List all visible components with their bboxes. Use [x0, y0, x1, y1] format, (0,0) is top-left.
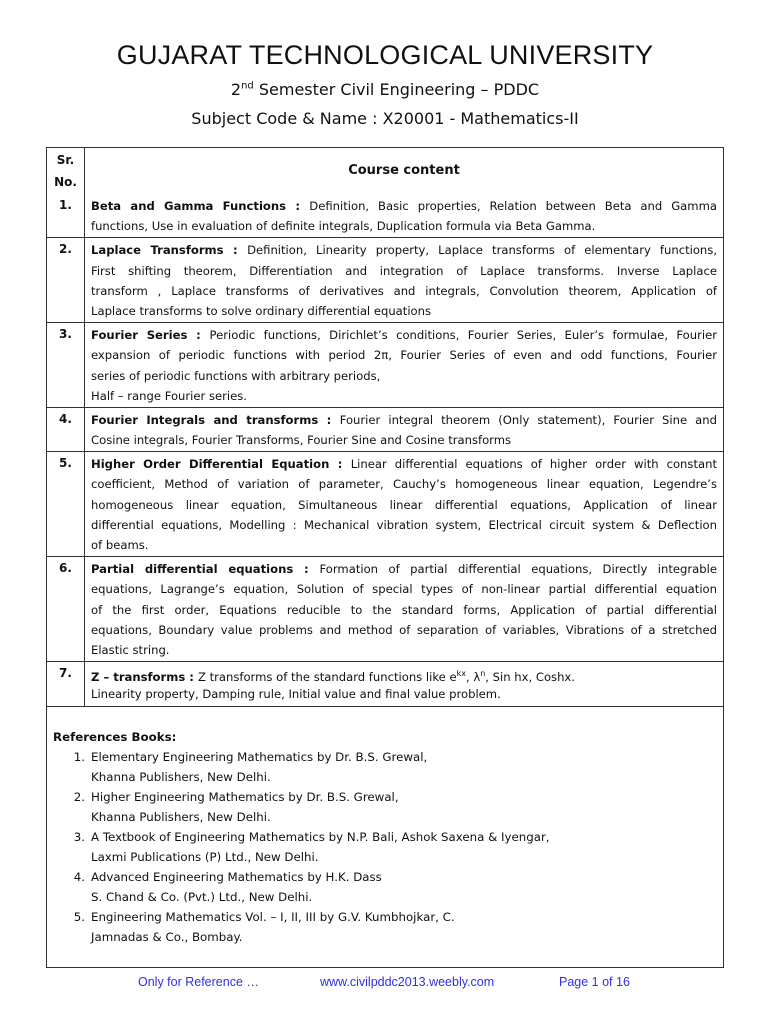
table-row — [47, 237, 723, 322]
content-line: Laplace Transforms : Definition, Linearity property, Laplace transforms of elementary functions, — [91, 243, 717, 258]
content-line: Partial differential equations : Formation of partial differential equations, Directly integrable — [91, 562, 717, 577]
topic-title: Z – transforms : — [91, 669, 198, 684]
row-content — [85, 662, 723, 705]
course-table — [46, 147, 724, 968]
reference-number: 5. — [73, 909, 85, 924]
content-line: equations, Boundary value problems and method of separation of variables, Vibrations of a stretched — [91, 622, 717, 637]
semester-suffix: nd — [241, 80, 254, 92]
content-line: differential equations, Modelling : Mechanical vibration system, Electrical circuit system & Deflection — [91, 517, 717, 532]
reference-number — [53, 847, 91, 867]
content-line: of beams. — [91, 538, 149, 552]
reference-item-line — [53, 867, 717, 887]
topic-title: Higher Order Differential Equation : — [91, 457, 351, 472]
sr-label: Sr. — [56, 153, 75, 167]
reference-text: S. Chand & Co. (Pvt.) Ltd., New Delhi. — [91, 889, 313, 904]
row-content — [85, 452, 723, 556]
reference-text: Jamnadas & Co., Bombay. — [91, 929, 243, 944]
semester-text: Semester Civil Engineering – PDDC — [253, 80, 540, 99]
content-line: series of periodic functions with arbitrary periods, — [91, 368, 381, 383]
row-content — [85, 408, 723, 451]
table-row — [47, 322, 723, 407]
course-content-header: Course content — [348, 163, 460, 178]
reference-text: Khanna Publishers, New Delhi. — [91, 769, 271, 784]
content-line: Fourier Series : Periodic functions, Dirichlet’s conditions, Fourier Series, Euler’s formulae, Fourier — [91, 328, 717, 343]
content-line: functions, Use in evaluation of definite integrals, Duplication formula via Beta Gamma. — [91, 219, 596, 234]
row-number: 5. — [47, 452, 85, 556]
reference-text: Higher Engineering Mathematics by Dr. B.S. Grewal, — [91, 789, 399, 804]
reference-text: Elementary Engineering Mathematics by Dr. B.S. Grewal, — [91, 749, 428, 764]
reference-text: Engineering Mathematics Vol. – I, II, III by G.V. Kumbhojkar, C. — [91, 909, 455, 924]
content-line: Fourier Integrals and transforms : Fourier integral theorem (Only statement), Fourier Sine and — [91, 412, 717, 427]
row-number: 4. — [47, 408, 85, 451]
content-line: homogeneous linear equation, Simultaneous linear differential equations, Application of linear — [91, 497, 717, 512]
table-row — [47, 556, 723, 661]
reference-number: 1. — [73, 749, 85, 764]
row-number: 3. — [47, 323, 85, 407]
reference-number — [53, 887, 91, 907]
semester-line — [0, 80, 770, 99]
reference-number — [53, 927, 91, 947]
reference-number: 2. — [73, 789, 85, 804]
reference-number — [53, 807, 91, 827]
content-line: equations, Lagrange’s equation, Solution of special types of non-linear partial differential equation — [91, 582, 717, 597]
reference-item-line — [53, 787, 717, 807]
content-line: First shifting theorem, Differentiation and integration of Laplace transforms. Inverse Laplace — [91, 263, 717, 278]
content-line: Higher Order Differential Equation : Linear differential equations of higher order with constant — [91, 457, 717, 472]
reference-item-line — [53, 927, 717, 947]
content-line: Half – range Fourier series. — [91, 388, 247, 403]
row-number: 7. — [47, 662, 85, 705]
content-line: of the first order, Equations reducible to the standard forms, Application of partial differential — [91, 602, 717, 617]
reference-text: Advanced Engineering Mathematics by H.K. Dass — [91, 869, 382, 884]
table-row — [47, 407, 723, 451]
row-number: 1. — [47, 194, 85, 237]
content-line: expansion of periodic functions with period 2π, Fourier Series of even and odd functions, Fourier — [91, 348, 717, 363]
reference-text: Laxmi Publications (P) Ltd., New Delhi. — [91, 849, 319, 864]
reference-item-line — [53, 827, 717, 847]
row-number: 6. — [47, 557, 85, 661]
row-content — [85, 238, 723, 322]
footer-page-number: Page 1 of 16 — [559, 975, 630, 989]
topic-title: Laplace Transforms : — [91, 243, 248, 258]
references-section — [47, 706, 723, 967]
reference-item-line — [53, 847, 717, 867]
topic-title: Partial differential equations : — [91, 562, 320, 577]
reference-text: A Textbook of Engineering Mathematics by N.P. Bali, Ashok Saxena & Iyengar, — [91, 829, 550, 844]
reference-text: Khanna Publishers, New Delhi. — [91, 809, 271, 824]
reference-number: 3. — [73, 829, 85, 844]
table-header — [47, 148, 723, 194]
reference-number: 4. — [73, 869, 85, 884]
reference-item-line — [53, 807, 717, 827]
table-row — [47, 194, 723, 237]
row-content — [85, 323, 723, 407]
row-content — [85, 194, 723, 237]
content-line: Z – transforms : Z transforms of the standard functions like $e^{kx}$, $\lambda^n$, Sin hx, Coshx. — [91, 669, 575, 684]
row-number: 2. — [47, 238, 85, 322]
topic-title: Beta and Gamma Functions : — [91, 199, 310, 213]
content-line: Laplace transforms to solve ordinary differential equations — [91, 303, 432, 318]
topic-title: Fourier Series : — [91, 328, 210, 343]
reference-number — [53, 767, 91, 787]
content-line: coefficient, Method of variation of parameter, Cauchy’s homogeneous linear equation, Legendre’s — [91, 477, 717, 492]
reference-item-line — [53, 887, 717, 907]
content-line: Beta and Gamma Functions : Definition, Basic properties, Relation between Beta and Gamma — [91, 199, 717, 213]
semester-number: 2 — [230, 80, 242, 99]
row-content — [85, 557, 723, 661]
sr-no-header — [47, 148, 85, 194]
content-line: Elastic string. — [91, 642, 170, 657]
reference-item-line — [53, 747, 717, 767]
table-row — [47, 451, 723, 556]
subject-line: Subject Code & Name : X20001 - Mathematics-II — [191, 109, 579, 128]
footer-reference-note: Only for Reference … — [138, 975, 259, 989]
content-line: transform , Laplace transforms of derivatives and integrals, Convolution theorem, Application of — [91, 283, 717, 298]
no-label: No. — [54, 175, 77, 189]
table-row — [47, 661, 723, 705]
content-line: Cosine integrals, Fourier Transforms, Fourier Sine and Cosine transforms — [91, 433, 512, 448]
references-heading: References Books: — [53, 729, 177, 744]
reference-item-line — [53, 767, 717, 787]
university-title: GUJARAT TECHNOLOGICAL UNIVERSITY — [116, 40, 654, 70]
content-line: Linearity property, Damping rule, Initial value and final value problem. — [91, 687, 501, 702]
footer-website-link[interactable]: www.civilpddc2013.weebly.com — [320, 975, 495, 989]
reference-item-line — [53, 907, 717, 927]
topic-title: Fourier Integrals and transforms : — [91, 412, 340, 427]
